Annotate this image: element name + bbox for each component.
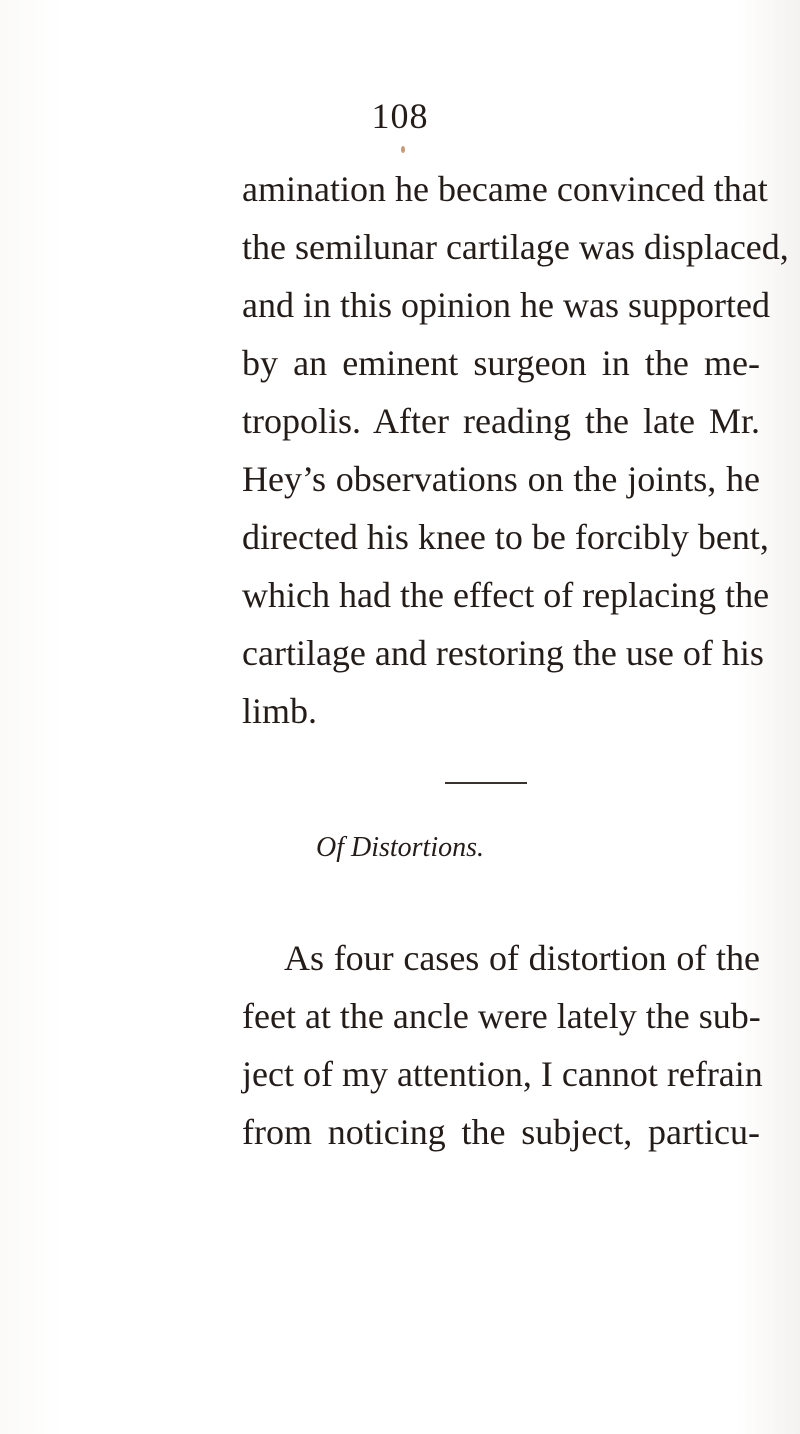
text-line: feet at the ancle were lately the sub- <box>242 996 761 1036</box>
text-line: Hey’s observations on the joints, he <box>242 459 760 499</box>
text-line: the semilunar cartilage was displaced, <box>242 227 789 267</box>
text-line: directed his knee to be forcibly bent, <box>242 517 769 557</box>
paragraph-2 <box>242 929 763 1161</box>
text-line: amination he became convinced that <box>242 169 768 209</box>
page-number: 108 <box>371 96 429 136</box>
text-line: tropolis. After reading the late Mr. <box>242 401 760 441</box>
text-line: from noticing the subject, particu- <box>242 1112 760 1152</box>
section-heading: Of Distortions. <box>315 832 485 863</box>
text-line: which had the effect of replacing the <box>242 575 770 615</box>
text-line: As four cases of distortion of the <box>284 938 760 978</box>
text-line: cartilage and restoring the use of his <box>242 633 764 673</box>
paragraph-1 <box>242 160 789 740</box>
ink-speck <box>401 146 405 153</box>
text-line: and in this opinion he was supported <box>242 285 770 325</box>
text-line: by an eminent surgeon in the me- <box>242 343 760 383</box>
text-line: ject of my attention, I cannot refrain <box>242 1054 763 1094</box>
section-divider <box>445 782 527 784</box>
text-line: limb. <box>242 691 318 731</box>
